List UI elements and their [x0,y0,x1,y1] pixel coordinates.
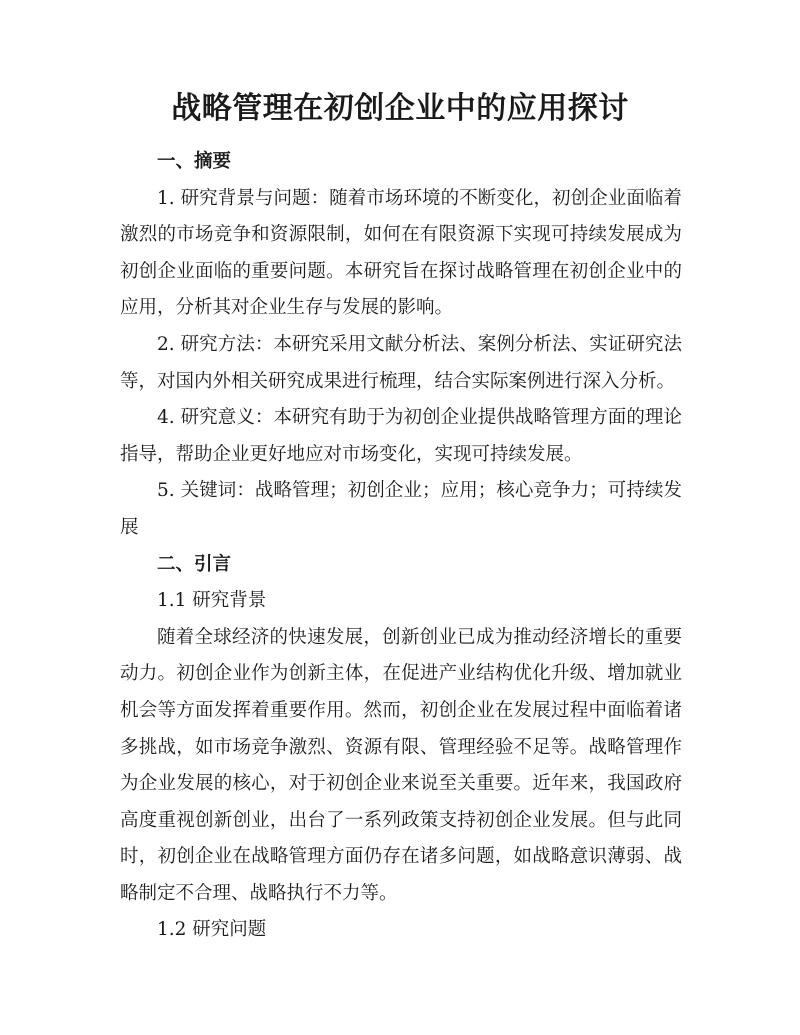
document-title: 战略管理在初创企业中的应用探讨 [171,91,629,126]
abstract-item-significance: 4. 研究意义：本研究有助于为初创企业提供战略管理方面的理论指导，帮助企业更好地应对市场变化，实现可持续发展。 [120,407,682,465]
section-heading-abstract: 一、摘要 [157,151,232,172]
abstract-item-methods: 2. 研究方法：本研究采用文献分析法、案例分析法、实证研究法等，对国内外相关研究成果进行梳理，结合实际案例进行深入分析。 [120,333,682,392]
document-body [120,144,682,949]
abstract-item-background: 1. 研究背景与问题：随着市场环境的不断变化，初创企业面临着激烈的市场竞争和资源限制，如何在有限资源下实现可持续发展成为初创企业面临的重要问题。本研究旨在探讨战略管理在初创企业中的应用，分析其对企业生存与发展的影响。 [120,187,682,319]
subsection-heading-questions: 1.2 研究问题 [157,919,267,941]
abstract-item-keywords: 5. 关键词：战略管理；初创企业；应用；核心竞争力；可持续发展 [120,480,682,538]
subsection-heading-background: 1.1 研究背景 [157,590,267,612]
section-heading-introduction: 二、引言 [157,553,232,575]
paragraph-background: 随着全球经济的快速发展，创新创业已成为推动经济增长的重要动力。初创企业作为创新主体，在促进产业结构优化升级、增加就业机会等方面发挥着重要作用。然而，初创企业在发展过程中面临着诸多挑战，如市场竞争激烈、资源有限、管理经验不足等。战略管理作为企业发展的核心，对于初创企业来说至关重要。近年来，我国政府高度重视创新创业，出台了一系列政策支持初创企业发展。但与此同时，初创企业在战略管理方面仍存在诸多问题，如战略意识薄弱、战略制定不合理、战略执行不力等。 [120,626,682,904]
